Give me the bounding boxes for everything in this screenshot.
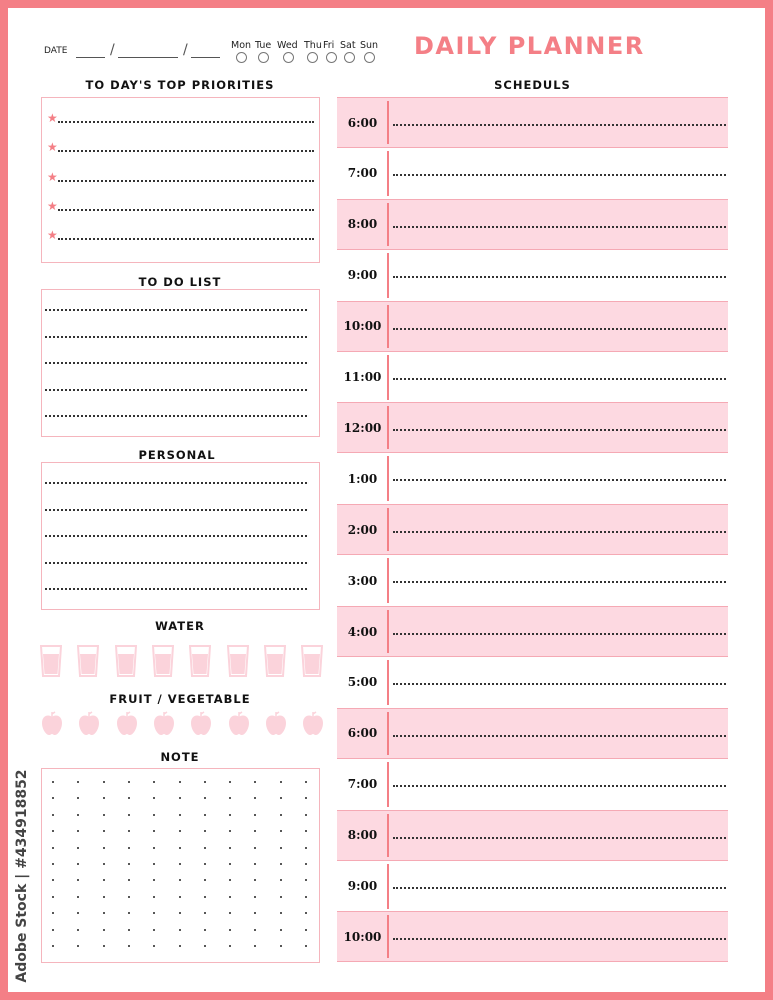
grid-dot xyxy=(179,814,181,816)
schedule-time: 7:00 xyxy=(347,166,378,181)
star-icon: ★ xyxy=(47,140,58,155)
day-label: Mon xyxy=(231,40,252,51)
priority-line[interactable] xyxy=(58,209,314,211)
divider xyxy=(387,151,389,196)
grid-dot xyxy=(305,896,307,898)
schedule-line[interactable] xyxy=(393,837,726,839)
grid-dot xyxy=(229,814,231,816)
schedule-line[interactable] xyxy=(393,735,726,737)
date-label: DATE xyxy=(44,46,68,56)
grid-dot xyxy=(153,929,155,931)
grid-dot xyxy=(179,847,181,849)
schedule-row[interactable] xyxy=(337,453,728,504)
grid-dot xyxy=(52,847,54,849)
day-checkbox[interactable] xyxy=(364,52,375,63)
grid-dot xyxy=(52,781,54,783)
divider xyxy=(387,558,389,603)
schedule-row[interactable] xyxy=(337,97,728,148)
grid-dot xyxy=(179,830,181,832)
schedule-line[interactable] xyxy=(393,938,726,940)
grid-dot xyxy=(204,945,206,947)
grid-dot xyxy=(128,863,130,865)
schedule-time: 10:00 xyxy=(343,929,382,944)
schedule-time: 6:00 xyxy=(347,726,378,741)
grid-dot xyxy=(52,814,54,816)
priority-line[interactable] xyxy=(58,150,314,152)
divider xyxy=(387,915,389,958)
schedule-time: 11:00 xyxy=(343,370,382,384)
grid-dot xyxy=(280,912,282,914)
day-checkbox[interactable] xyxy=(283,52,294,63)
priorities-heading: TO DAY'S TOP PRIORITIES xyxy=(85,78,275,92)
schedule-time: 8:00 xyxy=(347,217,378,232)
water-glass-icon[interactable] xyxy=(227,645,249,677)
date-slash: / xyxy=(183,42,188,58)
date-field-day[interactable] xyxy=(76,57,105,58)
schedule-time: 4:00 xyxy=(347,624,378,639)
schedule-time: 10:00 xyxy=(343,319,382,334)
grid-dot xyxy=(103,896,105,898)
grid-dot xyxy=(128,929,130,931)
list-line[interactable] xyxy=(45,588,307,590)
grid-dot xyxy=(128,781,130,783)
grid-dot xyxy=(179,912,181,914)
divider xyxy=(387,253,389,298)
date-field-month[interactable] xyxy=(118,57,178,58)
schedule-time: 8:00 xyxy=(347,828,378,843)
grid-dot xyxy=(128,814,130,816)
grid-dot xyxy=(103,945,105,947)
day-label: Sat xyxy=(340,40,356,51)
water-glass-icon[interactable] xyxy=(152,645,174,677)
divider xyxy=(387,305,389,348)
schedule-line[interactable] xyxy=(393,429,726,431)
schedule-line[interactable] xyxy=(393,124,726,126)
schedule-line[interactable] xyxy=(393,531,726,533)
schedule-line[interactable] xyxy=(393,276,726,278)
grid-dot xyxy=(103,814,105,816)
grid-dot xyxy=(229,896,231,898)
schedule-time: 3:00 xyxy=(347,573,378,588)
divider xyxy=(387,456,389,501)
grid-dot xyxy=(103,863,105,865)
grid-dot xyxy=(305,929,307,931)
divider xyxy=(387,712,389,755)
apple-icon[interactable] xyxy=(41,710,63,736)
grid-dot xyxy=(229,847,231,849)
schedule-time: 2:00 xyxy=(347,522,378,537)
divider xyxy=(387,101,389,144)
schedule-line[interactable] xyxy=(393,633,726,635)
schedule-row[interactable] xyxy=(337,555,728,606)
fruit-heading: FRUIT / VEGETABLE xyxy=(109,692,251,706)
divider xyxy=(387,762,389,807)
star-icon: ★ xyxy=(47,169,58,184)
water-heading: WATER xyxy=(155,619,205,633)
schedule-line[interactable] xyxy=(393,683,726,685)
schedule-row[interactable] xyxy=(337,606,728,657)
grid-dot xyxy=(103,830,105,832)
schedule-time: 1:00 xyxy=(347,471,378,486)
note-box[interactable] xyxy=(41,768,320,963)
divider xyxy=(387,508,389,551)
divider xyxy=(387,814,389,857)
grid-dot xyxy=(280,830,282,832)
priority-line[interactable] xyxy=(58,180,314,182)
grid-dot xyxy=(280,929,282,931)
schedule-row[interactable] xyxy=(337,301,728,352)
schedule-row[interactable] xyxy=(337,911,728,962)
water-glass-icon[interactable] xyxy=(77,645,99,677)
schedule-time: 12:00 xyxy=(343,420,382,435)
schedule-row[interactable] xyxy=(337,250,728,301)
day-checkbox[interactable] xyxy=(344,52,355,63)
schedule-row[interactable] xyxy=(337,504,728,555)
grid-dot xyxy=(305,847,307,849)
day-label: Thu xyxy=(304,40,322,51)
grid-dot xyxy=(128,945,130,947)
grid-dot xyxy=(52,929,54,931)
schedule-time: 9:00 xyxy=(347,268,378,283)
grid-dot xyxy=(305,863,307,865)
priority-line[interactable] xyxy=(58,121,314,123)
schedule-line[interactable] xyxy=(393,785,726,787)
watermark: Adobe Stock | #434918852 xyxy=(14,766,30,986)
day-checkbox[interactable] xyxy=(326,52,337,63)
schedule-line[interactable] xyxy=(393,378,726,380)
page-title: DAILY PLANNER xyxy=(414,32,645,60)
grid-dot xyxy=(229,929,231,931)
grid-dot xyxy=(179,781,181,783)
grid-dot xyxy=(179,945,181,947)
apple-icon[interactable] xyxy=(228,710,250,736)
grid-dot xyxy=(52,863,54,865)
grid-dot xyxy=(280,814,282,816)
schedule-row[interactable] xyxy=(337,759,728,810)
apple-icon[interactable] xyxy=(78,710,100,736)
star-icon: ★ xyxy=(47,228,58,243)
list-line[interactable] xyxy=(45,336,307,338)
list-line[interactable] xyxy=(45,309,307,311)
grid-dot xyxy=(204,781,206,783)
grid-dot xyxy=(128,896,130,898)
grid-dot xyxy=(52,896,54,898)
schedule-time: 6:00 xyxy=(347,115,378,130)
grid-dot xyxy=(204,814,206,816)
schedule-line[interactable] xyxy=(393,174,726,176)
divider xyxy=(387,355,389,400)
water-glass-icon[interactable] xyxy=(115,645,137,677)
todo-heading: TO DO LIST xyxy=(138,275,222,289)
water-glass-icon[interactable] xyxy=(189,645,211,677)
grid-dot xyxy=(280,896,282,898)
schedule-time: 5:00 xyxy=(347,675,378,690)
list-line[interactable] xyxy=(45,535,307,537)
divider xyxy=(387,406,389,449)
day-label: Tue xyxy=(255,40,272,51)
day-label: Fri xyxy=(323,40,335,51)
schedule-time: 7:00 xyxy=(347,777,378,792)
star-icon: ★ xyxy=(47,198,58,213)
schedule-heading: SCHEDULS xyxy=(494,78,571,92)
schedule-line[interactable] xyxy=(393,226,726,228)
grid-dot xyxy=(280,945,282,947)
apple-icon[interactable] xyxy=(302,710,324,736)
grid-dot xyxy=(103,929,105,931)
grid-dot xyxy=(128,847,130,849)
apple-icon[interactable] xyxy=(153,710,175,736)
schedule-line[interactable] xyxy=(393,479,726,481)
star-icon: ★ xyxy=(47,111,58,125)
list-line[interactable] xyxy=(45,389,307,391)
divider xyxy=(387,203,389,246)
schedule-row[interactable] xyxy=(337,810,728,861)
grid-dot xyxy=(305,814,307,816)
water-glass-icon[interactable] xyxy=(301,645,323,677)
divider xyxy=(387,864,389,909)
grid-dot xyxy=(153,847,155,849)
list-line[interactable] xyxy=(45,509,307,511)
day-label: Sun xyxy=(360,40,379,51)
divider xyxy=(387,610,389,653)
water-glass-icon[interactable] xyxy=(264,645,286,677)
list-line[interactable] xyxy=(45,482,307,484)
grid-dot xyxy=(52,945,54,947)
day-checkbox[interactable] xyxy=(236,52,247,63)
grid-dot xyxy=(204,929,206,931)
schedule-line[interactable] xyxy=(393,328,726,330)
grid-dot xyxy=(305,781,307,783)
schedule-row[interactable] xyxy=(337,199,728,250)
grid-dot xyxy=(103,781,105,783)
schedule-row[interactable] xyxy=(337,148,728,199)
schedule-row[interactable] xyxy=(337,708,728,759)
grid-dot xyxy=(280,863,282,865)
grid-dot xyxy=(280,847,282,849)
grid-dot xyxy=(204,863,206,865)
schedule-time: 9:00 xyxy=(347,879,378,893)
schedule-line[interactable] xyxy=(393,887,726,889)
grid-dot xyxy=(103,847,105,849)
grid-dot xyxy=(204,896,206,898)
date-field-year[interactable] xyxy=(191,57,220,58)
day-label: Wed xyxy=(277,40,298,51)
grid-dot xyxy=(179,863,181,865)
personal-heading: PERSONAL xyxy=(138,448,216,462)
apple-icon[interactable] xyxy=(265,710,287,736)
schedule-row[interactable] xyxy=(337,657,728,708)
list-line[interactable] xyxy=(45,415,307,417)
list-line[interactable] xyxy=(45,362,307,364)
divider xyxy=(387,660,389,705)
grid-dot xyxy=(179,896,181,898)
day-checkbox[interactable] xyxy=(258,52,269,63)
grid-dot xyxy=(179,929,181,931)
grid-dot xyxy=(103,912,105,914)
grid-dot xyxy=(204,847,206,849)
apple-icon[interactable] xyxy=(116,710,138,736)
water-glass-icon[interactable] xyxy=(40,645,62,677)
note-heading: NOTE xyxy=(160,750,200,764)
list-line[interactable] xyxy=(45,562,307,564)
priority-line[interactable] xyxy=(58,238,314,240)
grid-dot xyxy=(280,781,282,783)
grid-dot xyxy=(305,945,307,947)
day-checkbox[interactable] xyxy=(307,52,318,63)
date-slash: / xyxy=(110,42,115,58)
schedule-line[interactable] xyxy=(393,581,726,583)
apple-icon[interactable] xyxy=(190,710,212,736)
schedule-row[interactable] xyxy=(337,402,728,453)
schedule-row[interactable] xyxy=(337,352,728,403)
schedule-row[interactable] xyxy=(337,861,728,912)
